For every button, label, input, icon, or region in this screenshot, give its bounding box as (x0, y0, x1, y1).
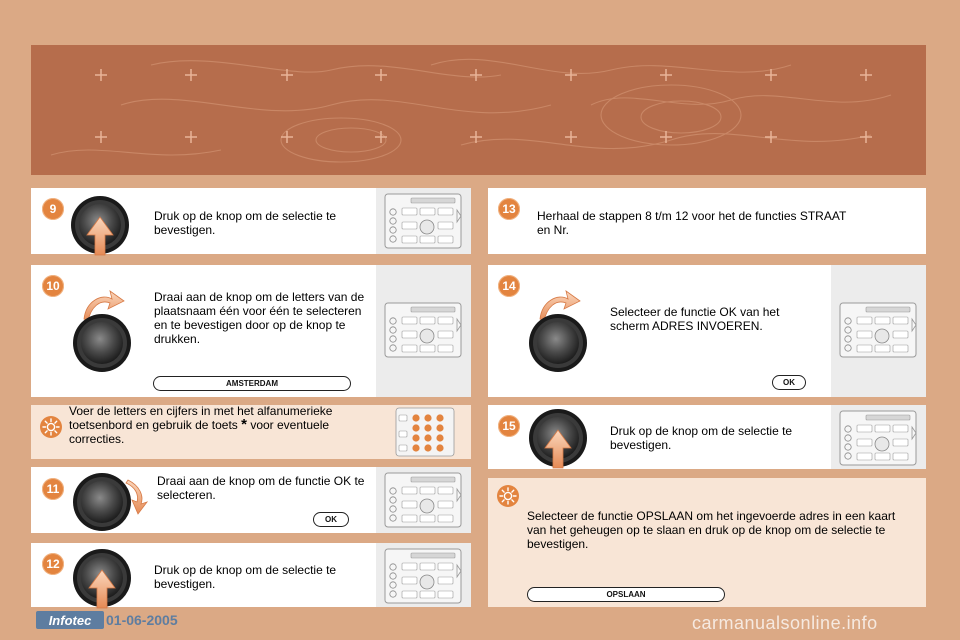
topographic-map-illustration (31, 45, 926, 175)
knob-press-icon (72, 548, 132, 608)
step-11-badge: 11 (42, 478, 64, 500)
keypad-icon (376, 405, 471, 459)
step-13-text: Herhaal de stappen 8 t/m 12 voor het de functies STRAAT en Nr. (537, 209, 847, 237)
radio-unit-icon (831, 405, 926, 469)
step-15-badge: 15 (498, 415, 520, 437)
rotary-knob-icon (528, 313, 588, 373)
rotary-knob-icon (72, 313, 132, 373)
radio-unit-icon (376, 265, 471, 397)
ok-field: OK (313, 512, 349, 527)
step-14-badge: 14 (498, 275, 520, 297)
knob-press-icon (70, 195, 130, 255)
step-12-badge: 12 (42, 553, 64, 575)
step-9-badge: 9 (42, 198, 64, 220)
knob-press-icon (528, 408, 588, 468)
sun-icon (40, 416, 62, 438)
curved-arrow-icon (124, 478, 152, 514)
radio-unit-icon (831, 265, 926, 397)
infotec-logo: Infotec (36, 611, 104, 629)
star-key: * (241, 416, 247, 433)
step-9-text: Druk op de knop om de selectie te bevestigen. (154, 209, 337, 237)
footer-date: 01-06-2005 (106, 612, 178, 628)
rotary-knob-icon (72, 472, 132, 532)
radio-unit-icon (376, 467, 471, 533)
step-13-badge: 13 (498, 198, 520, 220)
amsterdam-field: AMSTERDAM (153, 376, 351, 391)
step-10-badge: 10 (42, 275, 64, 297)
radio-unit-icon (376, 188, 471, 254)
step-15-text: Druk op de knop om de selectie te bevestigen. (610, 424, 793, 452)
step-12-text: Druk op de knop om de selectie te bevestigen. (154, 563, 337, 591)
step-11-text: Draai aan de knop om de functie OK te selecteren. (157, 474, 365, 502)
step-10-text: Draai aan de knop om de letters van de plaatsnaam één voor één te selecteren en te bevestigen door op de knop te drukken. (154, 290, 365, 346)
watermark: carmanualsonline.info (692, 613, 878, 633)
map-banner (31, 45, 926, 175)
opslaan-field: OPSLAAN (527, 587, 725, 602)
ok-field: OK (772, 375, 806, 390)
tip-2-text: Selecteer de functie OPSLAAN om het ingevoerde adres in een kaart van het geheugen op te slaan en druk op de knop om de selectie te bevestigen. (527, 509, 896, 551)
tip-1-text: Voer de letters en cijfers in met het alfanumerieke toetsenbord en gebruik de toets * voor eventuele correcties. (69, 404, 333, 446)
radio-unit-icon (376, 543, 471, 607)
sun-icon (497, 485, 519, 507)
step-14-text: Selecteer de functie OK van het scherm ADRES INVOEREN. (610, 305, 780, 333)
